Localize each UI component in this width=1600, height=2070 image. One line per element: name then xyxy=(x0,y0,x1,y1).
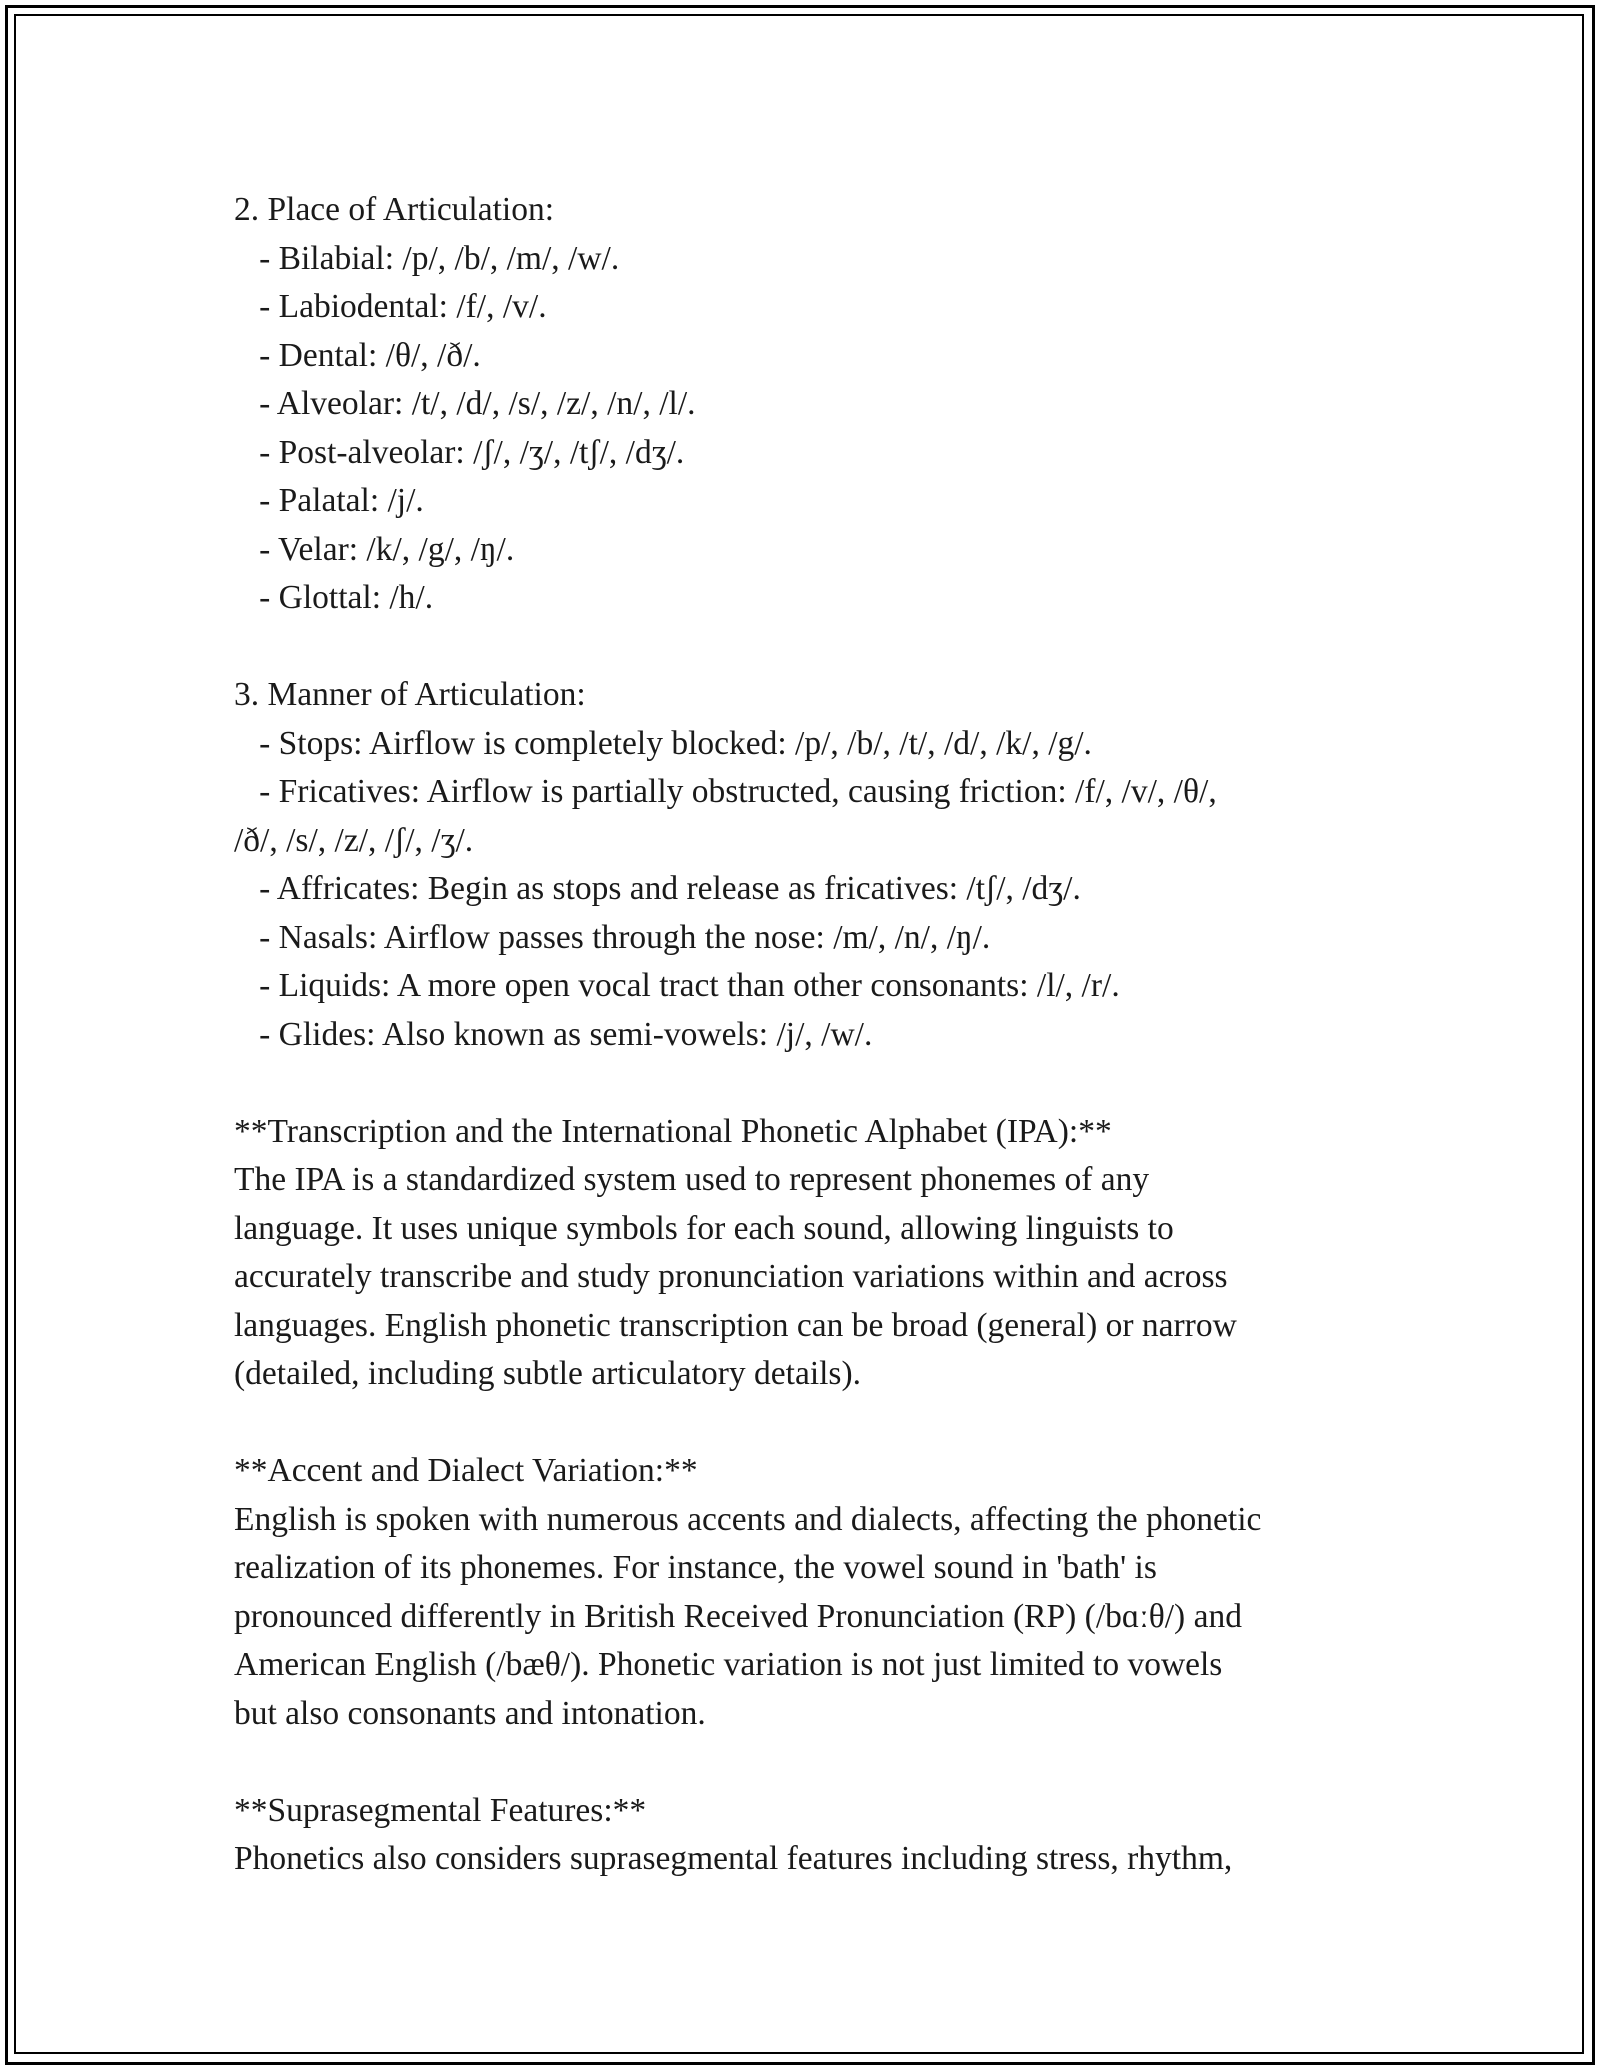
section-heading: **Transcription and the International Phonetic Alphabet (IPA):** xyxy=(234,1112,1112,1150)
list-item: - Palatal: /j/. xyxy=(234,482,424,519)
paragraph-spacer xyxy=(234,1399,1384,1448)
manner-of-articulation-section xyxy=(234,671,1384,1059)
section-heading: **Accent and Dialect Variation:** xyxy=(234,1452,698,1489)
paragraph-line: The IPA is a standardized system used to represent phonemes of any xyxy=(234,1161,1150,1198)
paragraph-line: but also consonants and intonation. xyxy=(234,1694,706,1732)
list-item: - Nasals: Airflow passes through the nose: /m/, /n/, /ŋ/. xyxy=(234,918,991,956)
list-item: - Glottal: /h/. xyxy=(234,579,434,616)
list-item: - Liquids: A more open vocal tract than other consonants: /l/, /r/. xyxy=(234,967,1120,1004)
section-heading: **Suprasegmental Features:** xyxy=(234,1791,647,1829)
list-item: - Fricatives: Airflow is partially obstructed, causing friction: /f/, /v/, /θ/, xyxy=(234,773,1217,810)
ipa-section xyxy=(234,1108,1384,1399)
paragraph-line: languages. English phonetic transcription can be broad (general) or narrow xyxy=(234,1306,1237,1344)
section-heading: 3. Manner of Articulation: xyxy=(234,676,586,713)
place-of-articulation-section xyxy=(234,186,1384,623)
list-item: - Stops: Airflow is completely blocked: /p/, /b/, /t/, /d/, /k/, /g/. xyxy=(234,724,1092,762)
list-item: - Alveolar: /t/, /d/, /s/, /z/, /n/, /l/. xyxy=(234,385,696,422)
list-item: - Affricates: Begin as stops and release as fricatives: /tʃ/, /dʒ/. xyxy=(234,870,1081,907)
paragraph-line: realization of its phonemes. For instance, the vowel sound in 'bath' is xyxy=(234,1549,1157,1586)
paragraph-line: language. It uses unique symbols for each sound, allowing linguists to xyxy=(234,1209,1174,1247)
suprasegmental-section xyxy=(234,1787,1384,1884)
paragraph-line: Phonetics also considers suprasegmental features including stress, rhythm, xyxy=(234,1840,1233,1877)
paragraph-spacer xyxy=(234,1059,1384,1108)
list-item: - Labiodental: /f/, /v/. xyxy=(234,288,547,325)
list-item: - Velar: /k/, /g/, /ŋ/. xyxy=(234,530,515,568)
paragraph-line: English is spoken with numerous accents and dialects, affecting the phonetic xyxy=(234,1500,1262,1538)
list-item: - Bilabial: /p/, /b/, /m/, /w/. xyxy=(234,239,620,277)
paragraph-line: pronounced differently in British Received Pronunciation (RP) (/bɑːθ/) and xyxy=(234,1597,1242,1635)
paragraph-spacer xyxy=(234,623,1384,672)
section-heading: 2. Place of Articulation: xyxy=(234,191,555,228)
list-item-continuation: /ð/, /s/, /z/, /ʃ/, /ʒ/. xyxy=(234,821,474,859)
paragraph-line: American English (/bæθ/). Phonetic variation is not just limited to vowels xyxy=(234,1646,1223,1683)
paragraph-spacer xyxy=(234,1738,1384,1787)
paragraph-line: accurately transcribe and study pronunciation variations within and across xyxy=(234,1258,1228,1295)
list-item: - Dental: /θ/, /ð/. xyxy=(234,336,481,374)
accent-dialect-section xyxy=(234,1447,1384,1738)
paragraph-line: (detailed, including subtle articulatory details). xyxy=(234,1355,861,1392)
document-body xyxy=(234,186,1384,1884)
list-item: - Post-alveolar: /ʃ/, /ʒ/, /tʃ/, /dʒ/. xyxy=(234,433,685,471)
list-item: - Glides: Also known as semi-vowels: /j/, /w/. xyxy=(234,1015,873,1053)
